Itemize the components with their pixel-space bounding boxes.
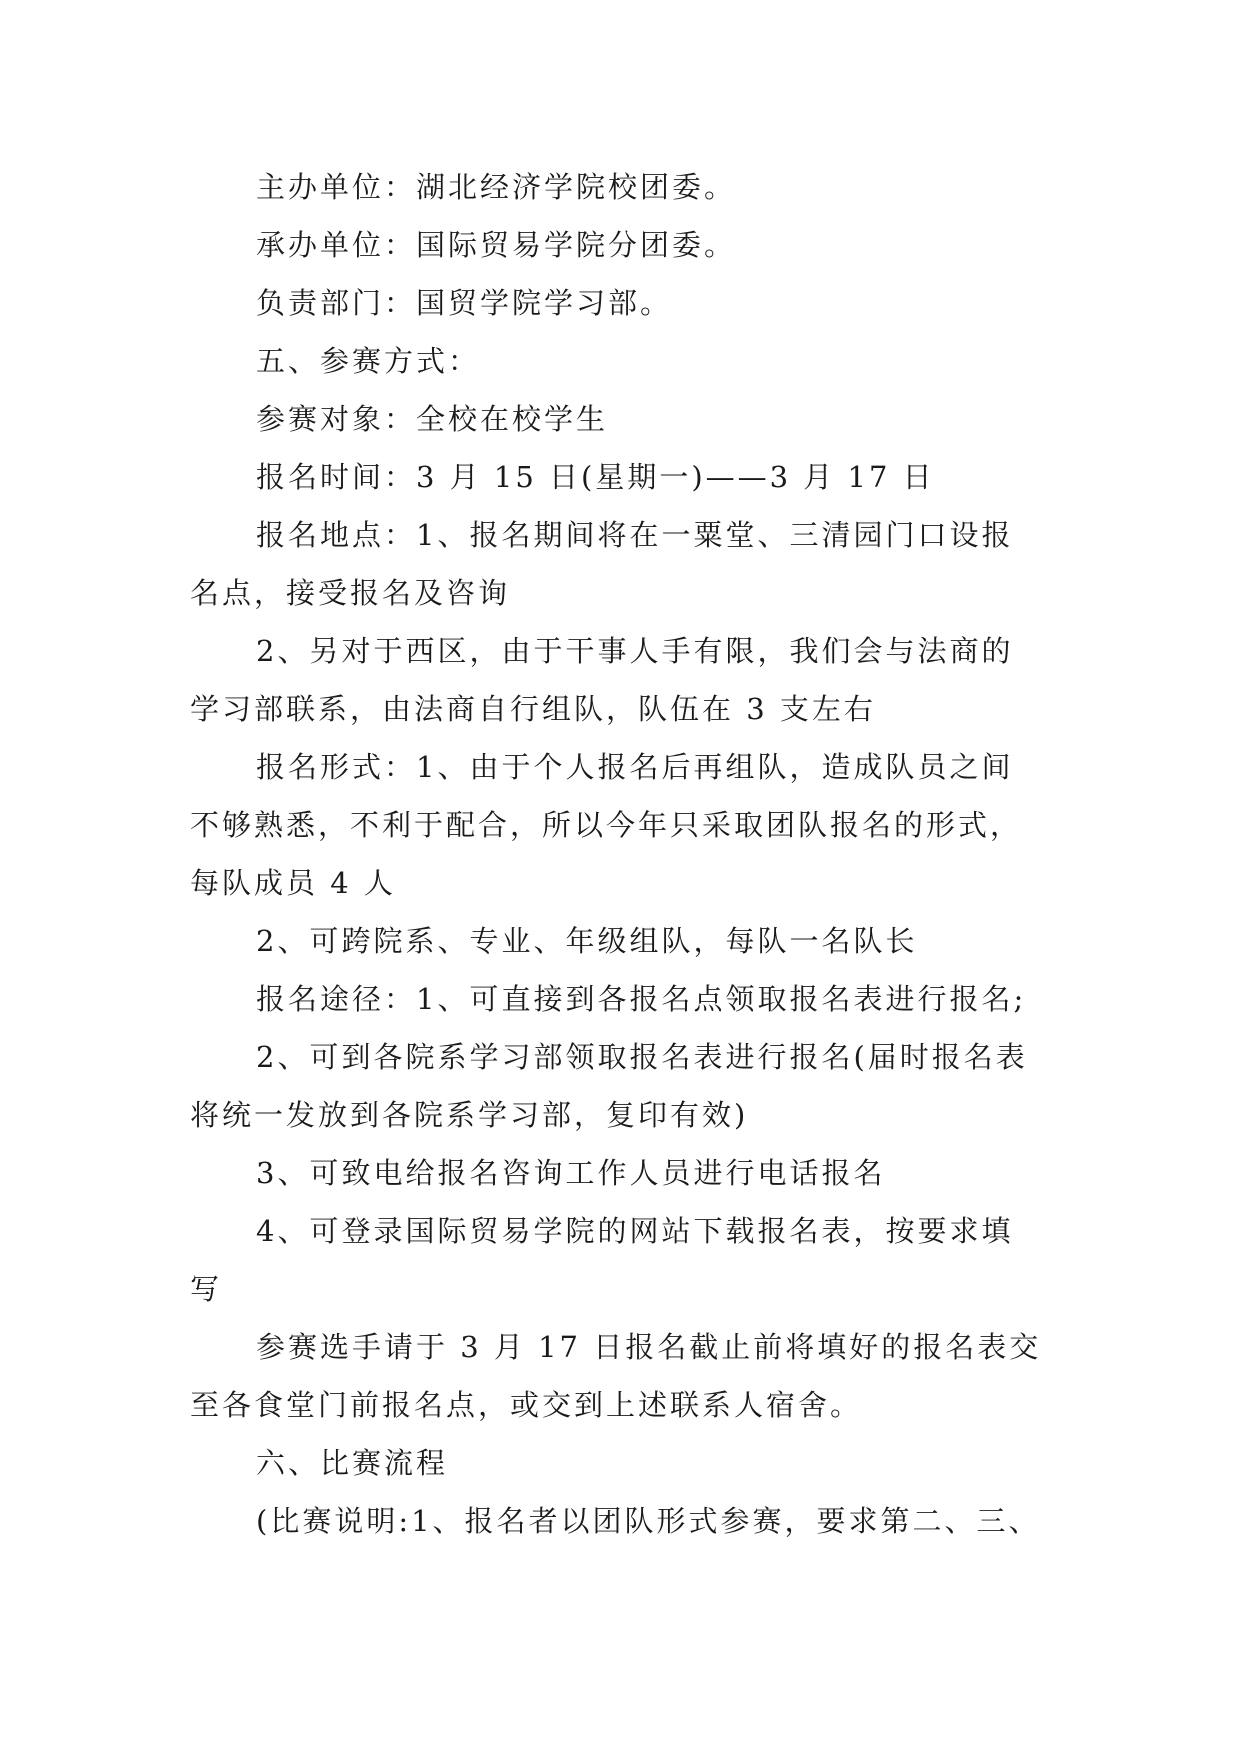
text-line: 将统一发放到各院系学习部，复印有效) [190,1098,749,1132]
section-heading: 五、参赛方式： [256,344,481,378]
text-line: 参赛对象：全校在校学生 [256,402,609,436]
section-heading: 六、比赛流程 [256,1446,449,1480]
text-line: 参赛选手请于 3 月 17 日报名截止前将填好的报名表交 [256,1330,1042,1364]
text-line: 2、可到各院系学习部领取报名表进行报名(届时报名表 [256,1040,1028,1074]
text-line: 2、可跨院系、专业、年级组队，每队一名队长 [256,924,918,958]
text-line: 每队成员 4 人 [190,866,396,900]
text-line: 报名地点：1、报名期间将在一粟堂、三清园门口设报 [256,518,1014,552]
text-line: 不够熟悉，不利于配合，所以今年只采取团队报名的形式， [190,808,1023,842]
document-body [190,158,1070,1550]
text-line: 4、可登录国际贸易学院的网站下载报名表，按要求填 [256,1214,1014,1248]
text-line: 2、另对于西区，由于干事人手有限，我们会与法商的 [256,634,1014,668]
text-line: 报名途径：1、可直接到各报名点领取报名表进行报名; [256,982,1027,1016]
text-line: 报名形式：1、由于个人报名后再组队，造成队员之间 [256,750,1014,784]
text-line: 报名时间：3 月 15 日(星期一)——3 月 17 日 [256,460,935,494]
text-line: 写 [190,1272,223,1306]
text-line: (比赛说明:1、报名者以团队形式参赛，要求第二、三、 [256,1504,1041,1538]
text-line: 名点，接受报名及咨询 [190,576,511,610]
text-line: 至各食堂门前报名点，或交到上述联系人宿舍。 [190,1388,863,1422]
text-line: 学习部联系，由法商自行组队，队伍在 3 支左右 [190,692,876,726]
text-line: 承办单位：国际贸易学院分团委。 [256,228,737,262]
text-line: 主办单位：湖北经济学院校团委。 [256,170,737,204]
text-line: 负责部门：国贸学院学习部。 [256,286,673,320]
text-line: 3、可致电给报名咨询工作人员进行电话报名 [256,1156,886,1190]
